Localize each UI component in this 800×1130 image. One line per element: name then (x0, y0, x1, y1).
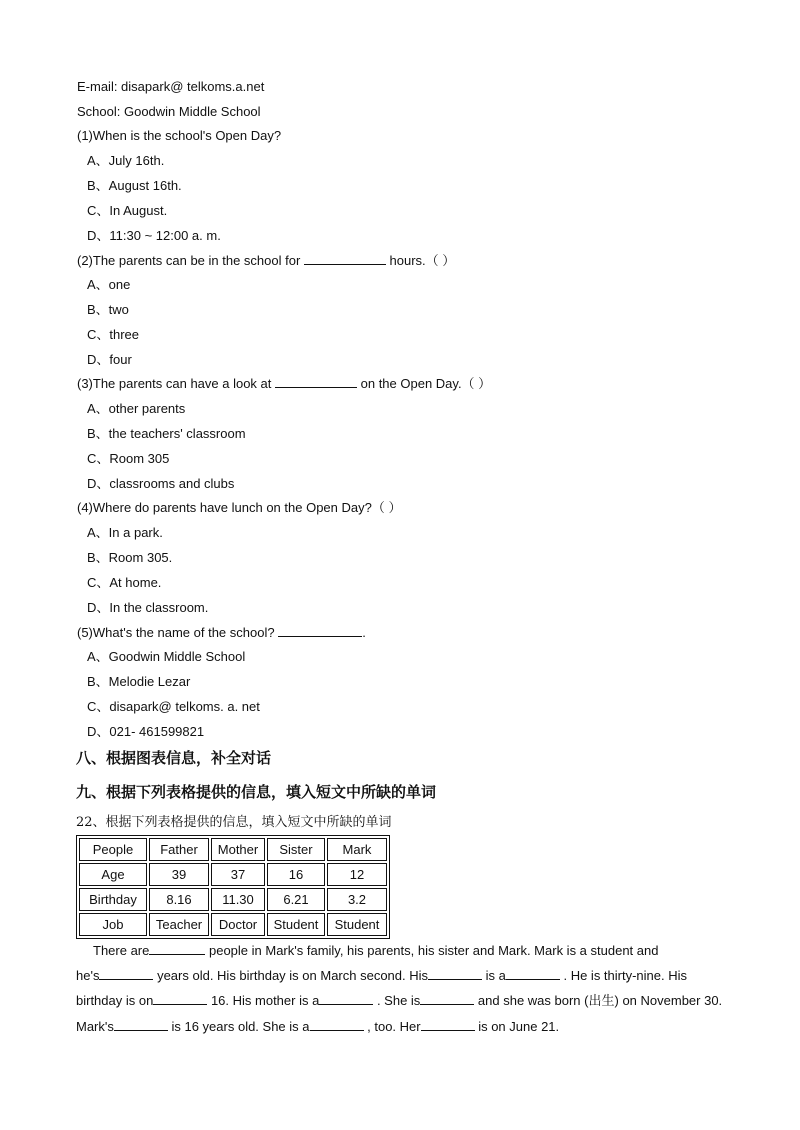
table-cell: Teacher (149, 913, 209, 936)
section-8-title: 八、根据图表信息，补全对话 (76, 749, 272, 767)
question-5-stem (77, 624, 366, 642)
passage-text: Mark's (76, 1019, 114, 1034)
q1-option-c[interactable]: C、In August. (87, 203, 168, 218)
blank-field[interactable] (114, 1018, 168, 1031)
passage-text: , too. Her (363, 1019, 421, 1034)
table-cell: Mark (327, 838, 387, 861)
passage-text: 出生 (588, 994, 615, 1009)
passage-text: . She is (373, 993, 421, 1008)
table-cell: 16 (267, 863, 325, 886)
q3-stem-before: (3)The parents can have a look at (77, 376, 276, 391)
table-cell: 12 (327, 863, 387, 886)
q5-stem-before: (5)What's the name of the school? (77, 625, 279, 640)
blank-field[interactable] (421, 1018, 475, 1031)
blank-field[interactable] (149, 942, 205, 955)
table-row (79, 913, 387, 936)
q5-option-c[interactable]: C、disapark@ telkoms. a. net (87, 699, 260, 714)
section-9-title: 九、根据下列表格提供的信息，填入短文中所缺的单词 (76, 783, 437, 801)
table-cell: Father (149, 838, 209, 861)
q3-option-a[interactable]: A、other parents (87, 401, 186, 416)
passage-text: people in Mark's family, his parents, his sister and Mark. Mark is a student and (205, 943, 659, 958)
q5-option-b[interactable]: B、Melodie Lezar (87, 674, 191, 689)
table-cell: 8.16 (149, 888, 209, 911)
school-line: School: Goodwin Middle School (77, 104, 261, 119)
table-cell: Age (79, 863, 147, 886)
passage-line (76, 1014, 736, 1039)
table-row (79, 863, 387, 886)
blank-field[interactable] (428, 967, 482, 980)
q1-option-d[interactable]: D、11:30 ~ 12:00 a. m. (87, 228, 221, 243)
blank-field[interactable] (420, 992, 474, 1005)
question-1-stem: (1)When is the school's Open Day? (77, 128, 282, 143)
blank-field[interactable] (153, 992, 207, 1005)
table-cell: 3.2 (327, 888, 387, 911)
q2-stem-after: hours.（ ） (385, 253, 456, 268)
table-cell: Sister (267, 838, 325, 861)
table-cell: 6.21 (267, 888, 325, 911)
blank-field[interactable] (310, 1018, 364, 1031)
info-table (76, 835, 390, 939)
table-cell: Mother (211, 838, 265, 861)
q3-stem-after: on the Open Day.（ ） (357, 376, 492, 391)
passage-text: years old. His birthday is on March second. His (153, 968, 429, 983)
table-cell: Student (327, 913, 387, 936)
passage-text: he's (76, 968, 100, 983)
q4-option-a[interactable]: A、In a park. (87, 525, 163, 540)
passage-line (76, 988, 736, 1014)
table-row (79, 838, 387, 861)
passage-text: and she was born ( (474, 993, 589, 1008)
passage-text: . He is thirty-nine. His (559, 968, 688, 983)
table-cell: 37 (211, 863, 265, 886)
q4-option-c[interactable]: C、At home. (87, 575, 162, 590)
q5-option-d[interactable]: D、021- 461599821 (87, 724, 205, 739)
q4-option-d[interactable]: D、In the classroom. (87, 600, 209, 615)
question-3-stem (77, 375, 491, 393)
q4-option-b[interactable]: B、Room 305. (87, 550, 173, 565)
passage-text: ) on November 30. (614, 993, 723, 1008)
table-cell: 11.30 (211, 888, 265, 911)
q5-stem-after: . (362, 625, 366, 640)
q3-option-c[interactable]: C、Room 305 (87, 451, 170, 466)
passage-line (76, 963, 736, 988)
q1-option-b[interactable]: B、August 16th. (87, 178, 182, 193)
table-cell: Student (267, 913, 325, 936)
passage-line (76, 938, 736, 963)
q2-stem-before: (2)The parents can be in the school for (77, 253, 304, 268)
table-cell: Doctor (211, 913, 265, 936)
table-row (79, 888, 387, 911)
q2-option-b[interactable]: B、two (87, 302, 129, 317)
q3-blank (275, 375, 357, 388)
q3-option-d[interactable]: D、classrooms and clubs (87, 476, 235, 491)
question-22-label: 22、根据下列表格提供的信息，填入短文中所缺的单词 (76, 815, 392, 830)
passage-text: is 16 years old. She is a (167, 1019, 310, 1034)
q5-option-a[interactable]: A、Goodwin Middle School (87, 649, 246, 664)
passage-text: There are (93, 943, 150, 958)
table-cell: People (79, 838, 147, 861)
q1-option-a[interactable]: A、July 16th. (87, 153, 165, 168)
passage-text: 16. His mother is a (207, 993, 320, 1008)
blank-field[interactable] (506, 967, 560, 980)
blank-field[interactable] (99, 967, 153, 980)
passage-text: is a (482, 968, 506, 983)
question-4-stem: (4)Where do parents have lunch on the Open Day?（ ） (77, 500, 402, 515)
q2-blank (304, 252, 386, 265)
table-cell: Job (79, 913, 147, 936)
q3-option-b[interactable]: B、the teachers' classroom (87, 426, 246, 441)
table-cell: Birthday (79, 888, 147, 911)
question-2-stem (77, 252, 455, 270)
blank-field[interactable] (319, 992, 373, 1005)
q2-option-a[interactable]: A、one (87, 277, 131, 292)
q2-option-d[interactable]: D、four (87, 352, 132, 367)
passage-text: birthday is on (76, 993, 154, 1008)
passage-text: is on June 21. (474, 1019, 560, 1034)
passage (76, 938, 736, 1039)
table-cell: 39 (149, 863, 209, 886)
q5-blank (278, 624, 362, 637)
email-line: E-mail: disapark@ telkoms.a.net (77, 79, 265, 94)
q2-option-c[interactable]: C、three (87, 327, 140, 342)
